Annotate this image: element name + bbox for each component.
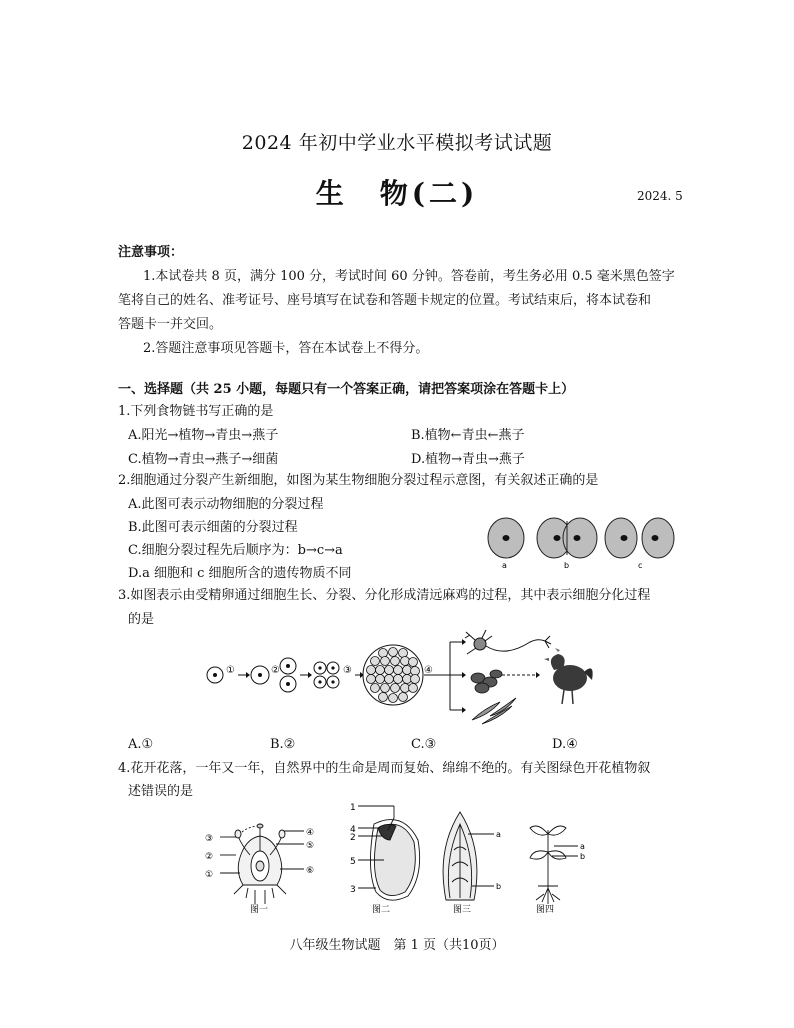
fig4-label-b: b bbox=[580, 852, 586, 861]
notice-item-1-line-1: 1.本试卷共 8 页，满分 100 分，考试时间 60 分钟。答卷前，考生务必用 0.5 毫米黑色签字 bbox=[143, 269, 675, 284]
q1-option-a: A.阳光→植物→青虫→燕子 bbox=[128, 428, 279, 443]
exam-date: 2024. 5 bbox=[637, 189, 683, 203]
fig4-caption: 图四 bbox=[536, 905, 555, 915]
step-label-2: ② bbox=[271, 665, 280, 676]
fig3-caption: 图三 bbox=[453, 905, 472, 915]
notice-item-2: 2.答题注意事项见答题卡，答在本试卷上不得分。 bbox=[143, 341, 429, 356]
q1-stem: 1.下列食物链书写正确的是 bbox=[118, 404, 274, 419]
q1-option-c: C.植物→青虫→燕子→细菌 bbox=[128, 452, 279, 467]
cell-label-a: a bbox=[502, 561, 507, 570]
q2-option-a: A.此图可表示动物细胞的分裂过程 bbox=[128, 497, 324, 512]
fig1-caption: 图一 bbox=[250, 905, 269, 915]
cell-differentiation-figure bbox=[200, 628, 600, 730]
notice-item-1-line-2: 笔将自己的姓名、准考证号、座号填写在试卷和答题卡规定的位置。考试结束后，将本试卷和 bbox=[118, 293, 652, 308]
cell-label-b: b bbox=[564, 561, 570, 570]
q1-option-b: B.植物←青虫←燕子 bbox=[411, 428, 525, 443]
exam-title: 2024 年初中学业水平模拟考试试题 bbox=[241, 132, 553, 154]
fig2-label-3: 3 bbox=[350, 885, 356, 895]
cell-c bbox=[605, 518, 674, 558]
notice-heading: 注意事项： bbox=[118, 245, 184, 260]
fig4-label-a: a bbox=[580, 842, 585, 851]
cell-division-figure bbox=[484, 512, 684, 572]
neuron-cell bbox=[465, 630, 551, 654]
fig1-label-4: ④ bbox=[306, 828, 315, 838]
fig2-label-5: 5 bbox=[350, 857, 356, 867]
seed-diagram bbox=[358, 806, 420, 900]
cell-a bbox=[488, 518, 524, 558]
fig3-label-a: a bbox=[496, 830, 501, 839]
q2-option-d: D.a 细胞和 c 细胞所含的遗传物质不同 bbox=[128, 566, 352, 581]
q2-stem: 2.细胞通过分裂产生新细胞，如图为某生物细胞分裂过程示意图，有关叙述正确的是 bbox=[118, 473, 599, 488]
cell-mass bbox=[363, 645, 423, 705]
q3-stem-line-2: 的是 bbox=[128, 612, 155, 627]
fig2-caption: 图二 bbox=[372, 905, 391, 915]
fig2-label-2: 2 bbox=[350, 833, 356, 843]
fig1-label-5: ⑤ bbox=[306, 841, 315, 851]
q2-option-b: B.此图可表示细菌的分裂过程 bbox=[128, 520, 298, 535]
plant-figures bbox=[198, 800, 598, 920]
subject-title: 生 物(二) bbox=[315, 177, 479, 210]
chicken-image bbox=[544, 648, 593, 704]
fig2-label-4: 4 bbox=[350, 825, 356, 835]
blood-cells bbox=[471, 670, 502, 693]
q3-option-a: A.① bbox=[128, 737, 154, 752]
q4-stem-line-1: 4.花开花落，一年又一年，自然界中的生命是周而复始、绵绵不绝的。有关图绿色开花植物叙 bbox=[118, 761, 651, 776]
fig1-label-3: ③ bbox=[205, 834, 214, 844]
q3-option-c: C.③ bbox=[411, 737, 437, 752]
flower-diagram bbox=[220, 824, 304, 904]
q1-option-d: D.植物→青虫→燕子 bbox=[411, 452, 525, 467]
step-label-3: ③ bbox=[343, 665, 352, 676]
seedling-diagram bbox=[530, 826, 578, 904]
step-label-4: ④ bbox=[424, 665, 433, 676]
fig2-label-1: 1 bbox=[350, 803, 356, 813]
q2-option-c: C.细胞分裂过程先后顺序为：b→c→a bbox=[128, 543, 343, 558]
fig1-label-2: ② bbox=[205, 852, 214, 862]
cell-label-c: c bbox=[638, 561, 643, 570]
q3-option-d: D.④ bbox=[552, 737, 578, 752]
fig1-label-6: ⑥ bbox=[306, 866, 315, 876]
q3-option-b: B.② bbox=[270, 737, 296, 752]
fig1-label-1: ① bbox=[205, 870, 214, 880]
fig3-label-b: b bbox=[496, 882, 502, 891]
muscle-cells bbox=[472, 698, 516, 724]
q4-stem-line-2: 述错误的是 bbox=[128, 784, 194, 799]
notice-item-1-line-3: 答题卡一并交回。 bbox=[118, 317, 223, 332]
q3-stem-line-1: 3.如图表示由受精卵通过细胞生长、分裂、分化形成清远麻鸡的过程，其中表示细胞分化过程 bbox=[118, 588, 651, 603]
bud-diagram bbox=[443, 812, 494, 900]
page-footer: 八年级生物试题 第 1 页（共10页） bbox=[289, 938, 505, 953]
step-label-1: ① bbox=[226, 665, 235, 676]
cell-b bbox=[537, 518, 597, 558]
section-heading: 一、选择题（共 25 小题，每题只有一个答案正确，请把答案项涂在答题卡上） bbox=[118, 382, 575, 397]
